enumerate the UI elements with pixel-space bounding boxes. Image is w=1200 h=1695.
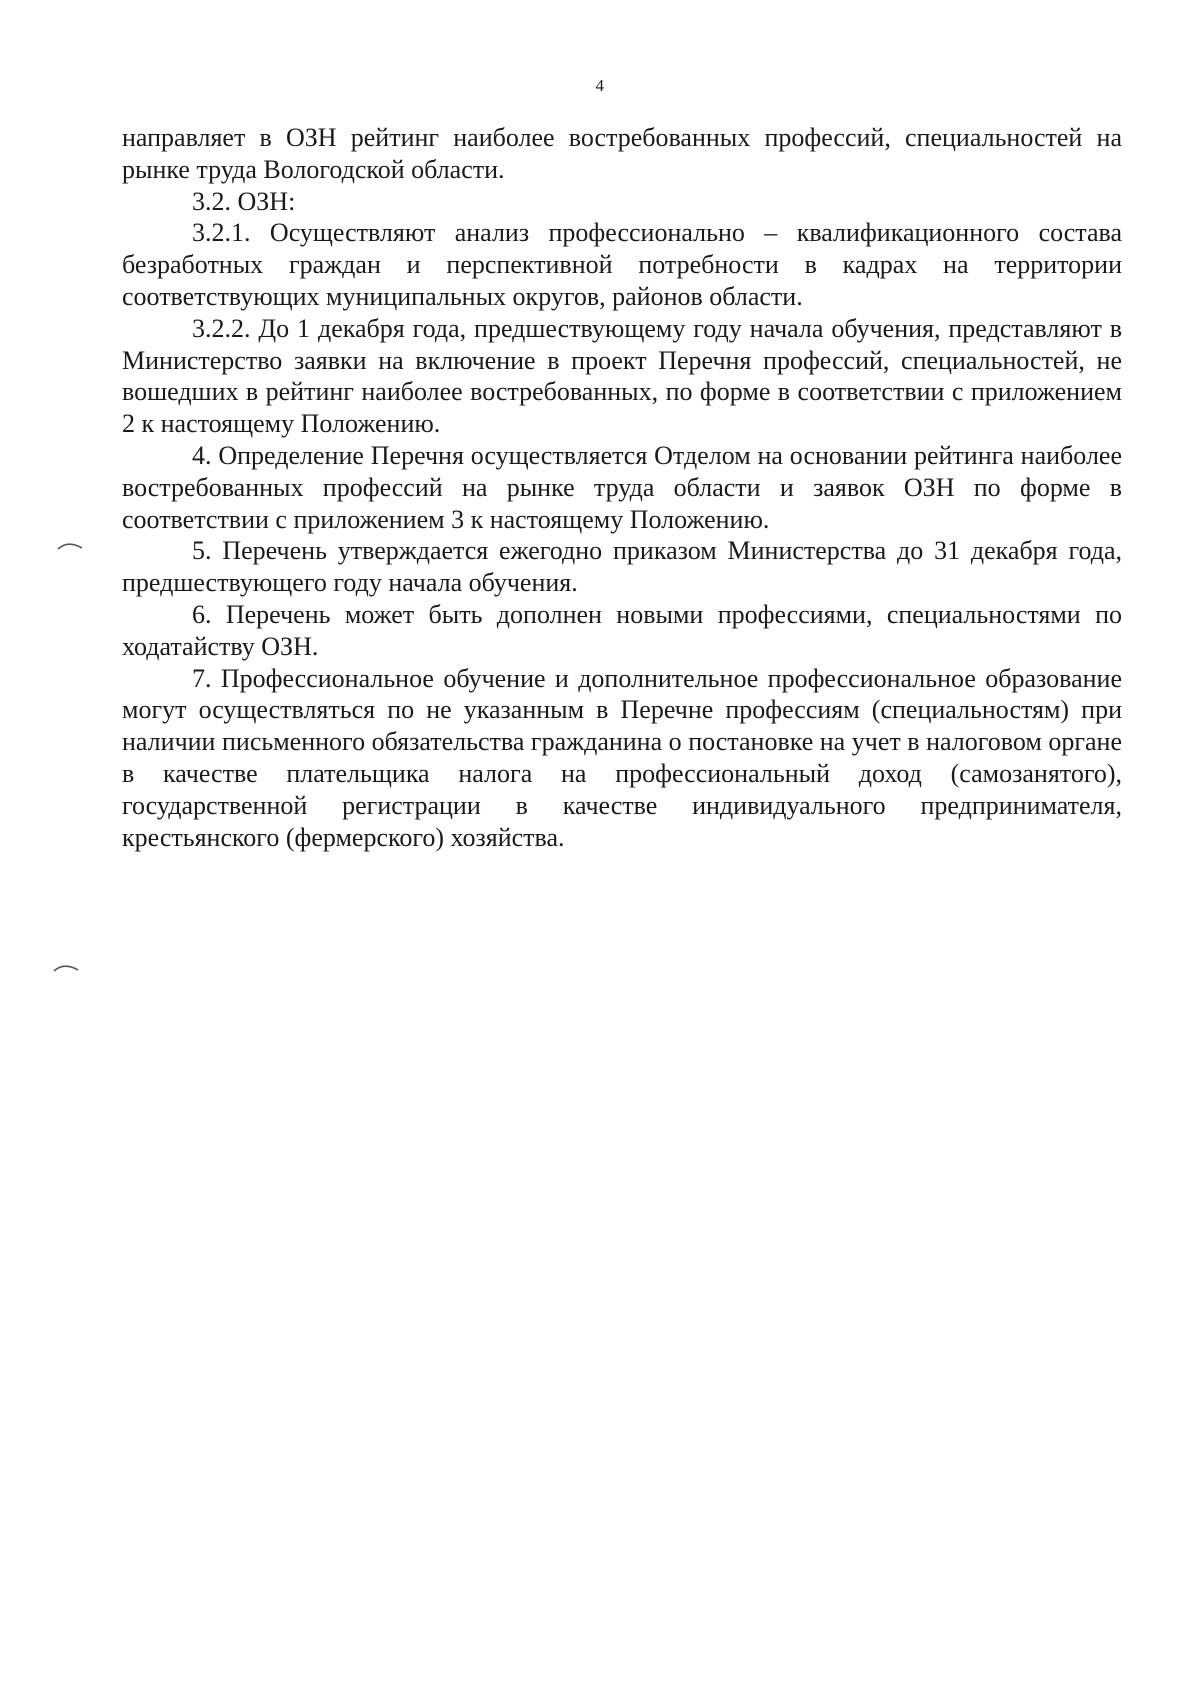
document-body xyxy=(122,122,1122,853)
page-number: 4 xyxy=(595,76,605,95)
paragraph-3-2-1: 3.2.1. Осуществляют анализ профессионально – квалификационного состава безработных граждан и перспективной потребности в кадрах на территории соответствующих муниципальных округов, районов области. xyxy=(122,218,1122,311)
paragraph-3-2: 3.2. ОЗН: xyxy=(192,186,296,216)
paragraph-6: 6. Перечень может быть дополнен новыми профессиями, специальностями по ходатайству ОЗН. xyxy=(122,599,1122,661)
paragraph-5: 5. Перечень утверждается ежегодно приказом Министерства до 31 декабря года, предшествующего году начала обучения. xyxy=(122,536,1122,598)
paragraph-7: 7. Профессиональное обучение и дополнительное профессиональное образование могут осуществляться по не указанным в Перечне профессиям (специальностям) при наличии письменного обязательства гражданина о постановке на учет в налоговом органе в качестве плательщика налога на профессиональный доход (самозанятого), государственной регистрации в качестве индивидуального предпринимателя, крестьянского (фермерского) хозяйства. xyxy=(122,663,1122,852)
paragraph-3-2-2: 3.2.2. До 1 декабря года, предшествующему году начала обучения, представляют в Министерство заявки на включение в проект Перечня профессий, специальностей, не вошедших в рейтинг наиболее востребованных, по форме в соответствии с приложением 2 к настоящему Положению. xyxy=(122,313,1122,439)
paragraph-continuation: направляет в ОЗН рейтинг наиболее востребованных профессий, специальностей на рынке труда Вологодской области. xyxy=(122,123,1122,184)
hole-punch-mark-lower xyxy=(52,960,80,974)
paragraph-4: 4. Определение Перечня осуществляется Отделом на основании рейтинга наиболее востребованных профессий на рынке труда области и заявок ОЗН по форме в соответствии с приложением 3 к настоящему Положению. xyxy=(122,440,1122,534)
hole-punch-mark-upper xyxy=(56,538,84,552)
